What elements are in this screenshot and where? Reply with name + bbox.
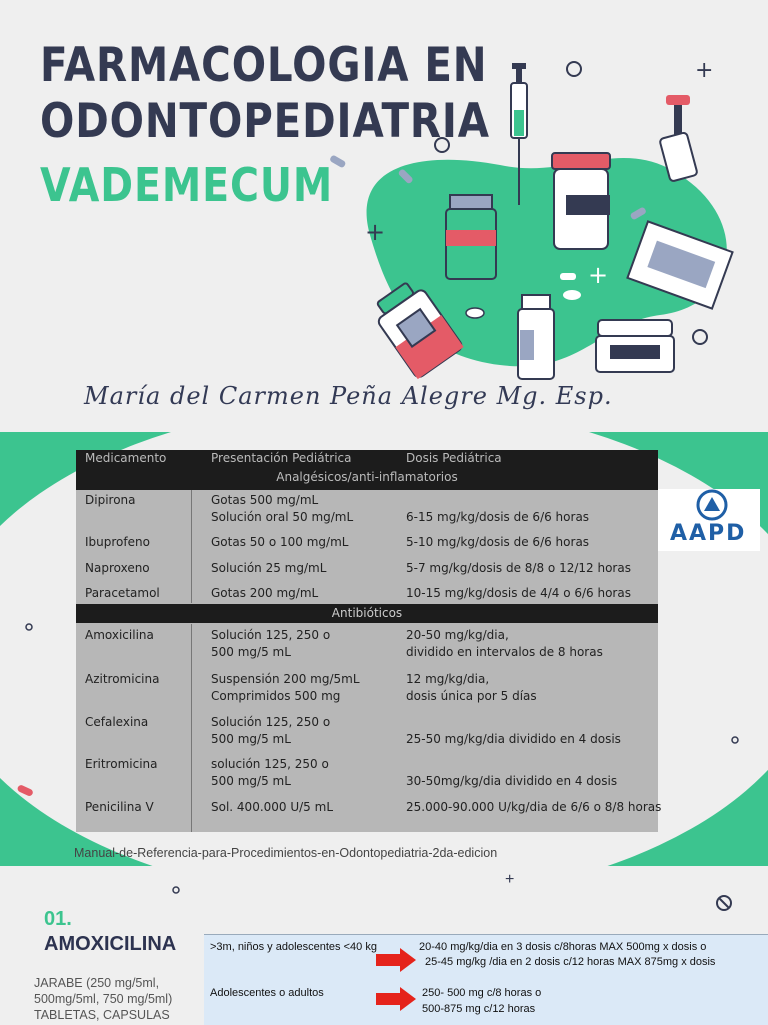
cell-dose: 25-50 mg/kg/dia dividido en 4 dosis (406, 732, 621, 746)
section-number: 01. (44, 908, 72, 930)
aapd-logo (658, 489, 760, 551)
section-antibioticos: Antibióticos (76, 604, 658, 623)
cell-presentation: Sol. 400.000 U/5 mL (211, 800, 334, 814)
cell-dose: 5-7 mg/kg/dosis de 8/8 o 12/12 horas (406, 561, 631, 575)
circle-decoration (24, 622, 34, 632)
cell-dose: 5-10 mg/kg/dosis de 6/6 horas (406, 535, 590, 549)
jarabe-line: 500mg/5ml, 750 mg/5ml) (34, 992, 173, 1006)
cell-presentation: Solución 125, 250 o (211, 715, 331, 729)
cell-drug: Ibuprofeno (85, 535, 150, 549)
col-header-medicamento: Medicamento (85, 451, 167, 465)
svg-text:+: + (365, 218, 386, 246)
cell-drug: Eritromicina (85, 757, 158, 771)
col-header-presentacion: Presentación Pediátrica (211, 451, 352, 465)
dosage-table (76, 450, 662, 832)
group-dose: 250- 500 mg c/8 horas o (422, 987, 542, 999)
cell-presentation: solución 125, 250 o (211, 757, 329, 771)
source-reference: Manual-de-Referencia-para-Procedimientos-en-Odontopediatria-2da-edicion (74, 846, 498, 860)
section-title: AMOXICILINA (44, 933, 177, 955)
cell-presentation: Solución 25 mg/mL (211, 561, 327, 575)
col-header-dosis: Dosis Pediátrica (406, 451, 502, 465)
cell-dose: 25.000-90.000 U/kg/dia de 6/6 o 8/8 horas (406, 800, 662, 814)
column-divider (191, 490, 192, 603)
group-dose: 500-875 mg c/12 horas (422, 1003, 536, 1015)
cell-presentation: 500 mg/5 mL (211, 645, 291, 659)
cell-presentation: Solución 125, 250 o (211, 628, 331, 642)
table-header (76, 450, 658, 490)
cell-presentation: Gotas 200 mg/mL (211, 586, 319, 600)
cell-dose: 30-50mg/kg/dia dividido en 4 dosis (406, 774, 618, 788)
cell-drug: Azitromicina (85, 672, 160, 686)
cell-presentation: Gotas 500 mg/mL (211, 493, 319, 507)
group-label: >3m, niños y adolescentes <40 kg (210, 941, 377, 953)
cell-drug: Amoxicilina (85, 628, 154, 642)
cell-presentation: 500 mg/5 mL (211, 774, 291, 788)
pill-decoration (16, 785, 36, 797)
cell-presentation: Gotas 50 o 100 mg/mL (211, 535, 349, 549)
aapd-logo-text: AAPD (670, 521, 747, 546)
jarabe-line: JARABE (250 mg/5ml, (34, 976, 160, 990)
no-sign-icon (714, 893, 734, 913)
cell-drug: Dipirona (85, 493, 136, 507)
cell-dose: dosis única por 5 días (406, 689, 537, 703)
group-label: Adolescentes o adultos (210, 987, 324, 999)
circle-decoration (730, 735, 740, 745)
cell-dose: dividido en intervalos de 8 horas (406, 645, 603, 659)
cell-drug: Paracetamol (85, 586, 160, 600)
cell-dose: 6-15 mg/kg/dosis de 6/6 horas (406, 510, 590, 524)
svg-text:+: + (695, 58, 714, 83)
svg-text:+: + (588, 261, 609, 289)
cell-presentation: 500 mg/5 mL (211, 732, 291, 746)
arrow-right-icon (376, 987, 416, 1011)
cover-top (0, 0, 768, 432)
title-vademecum: VADEMECUM (40, 158, 334, 212)
cell-drug: Naproxeno (85, 561, 150, 575)
cell-presentation: Suspensión 200 mg/5mL (211, 672, 360, 686)
section-analgesicos: Analgésicos/anti-inflamatorios (276, 470, 458, 484)
title-line-1: FARMACOLOGIA EN (40, 38, 488, 93)
cell-presentation: Comprimidos 500 mg (211, 689, 341, 703)
cell-drug: Penicilina V (85, 800, 154, 814)
column-divider (191, 624, 192, 832)
author-name: María del Carmen Peña Alegre Mg. Esp. (84, 382, 613, 410)
cell-drug: Cefalexina (85, 715, 149, 729)
group-dose: 25-45 mg/kg /dia en 2 dosis c/12 horas MAX 875mg x dosis (425, 956, 716, 968)
title-line-2: ODONTOPEDIATRIA (40, 94, 490, 149)
jarabe-text (34, 975, 172, 1023)
cell-dose: 10-15 mg/kg/dosis de 4/4 o 6/6 horas (406, 586, 631, 600)
arrow-right-icon (376, 948, 416, 972)
cell-presentation: Solución oral 50 mg/mL (211, 510, 354, 524)
circle-decoration (170, 884, 182, 896)
group-dose: 20-40 mg/kg/dia en 3 dosis c/8horas MAX 500mg x dosis o (419, 941, 707, 953)
cell-dose: 12 mg/kg/dia, (406, 672, 490, 686)
cell-dose: 20-50 mg/kg/dia, (406, 628, 509, 642)
jarabe-line: TABLETAS, CAPSULAS (34, 1008, 170, 1022)
dose-box (204, 934, 768, 1025)
plus-decoration: + (505, 871, 515, 888)
